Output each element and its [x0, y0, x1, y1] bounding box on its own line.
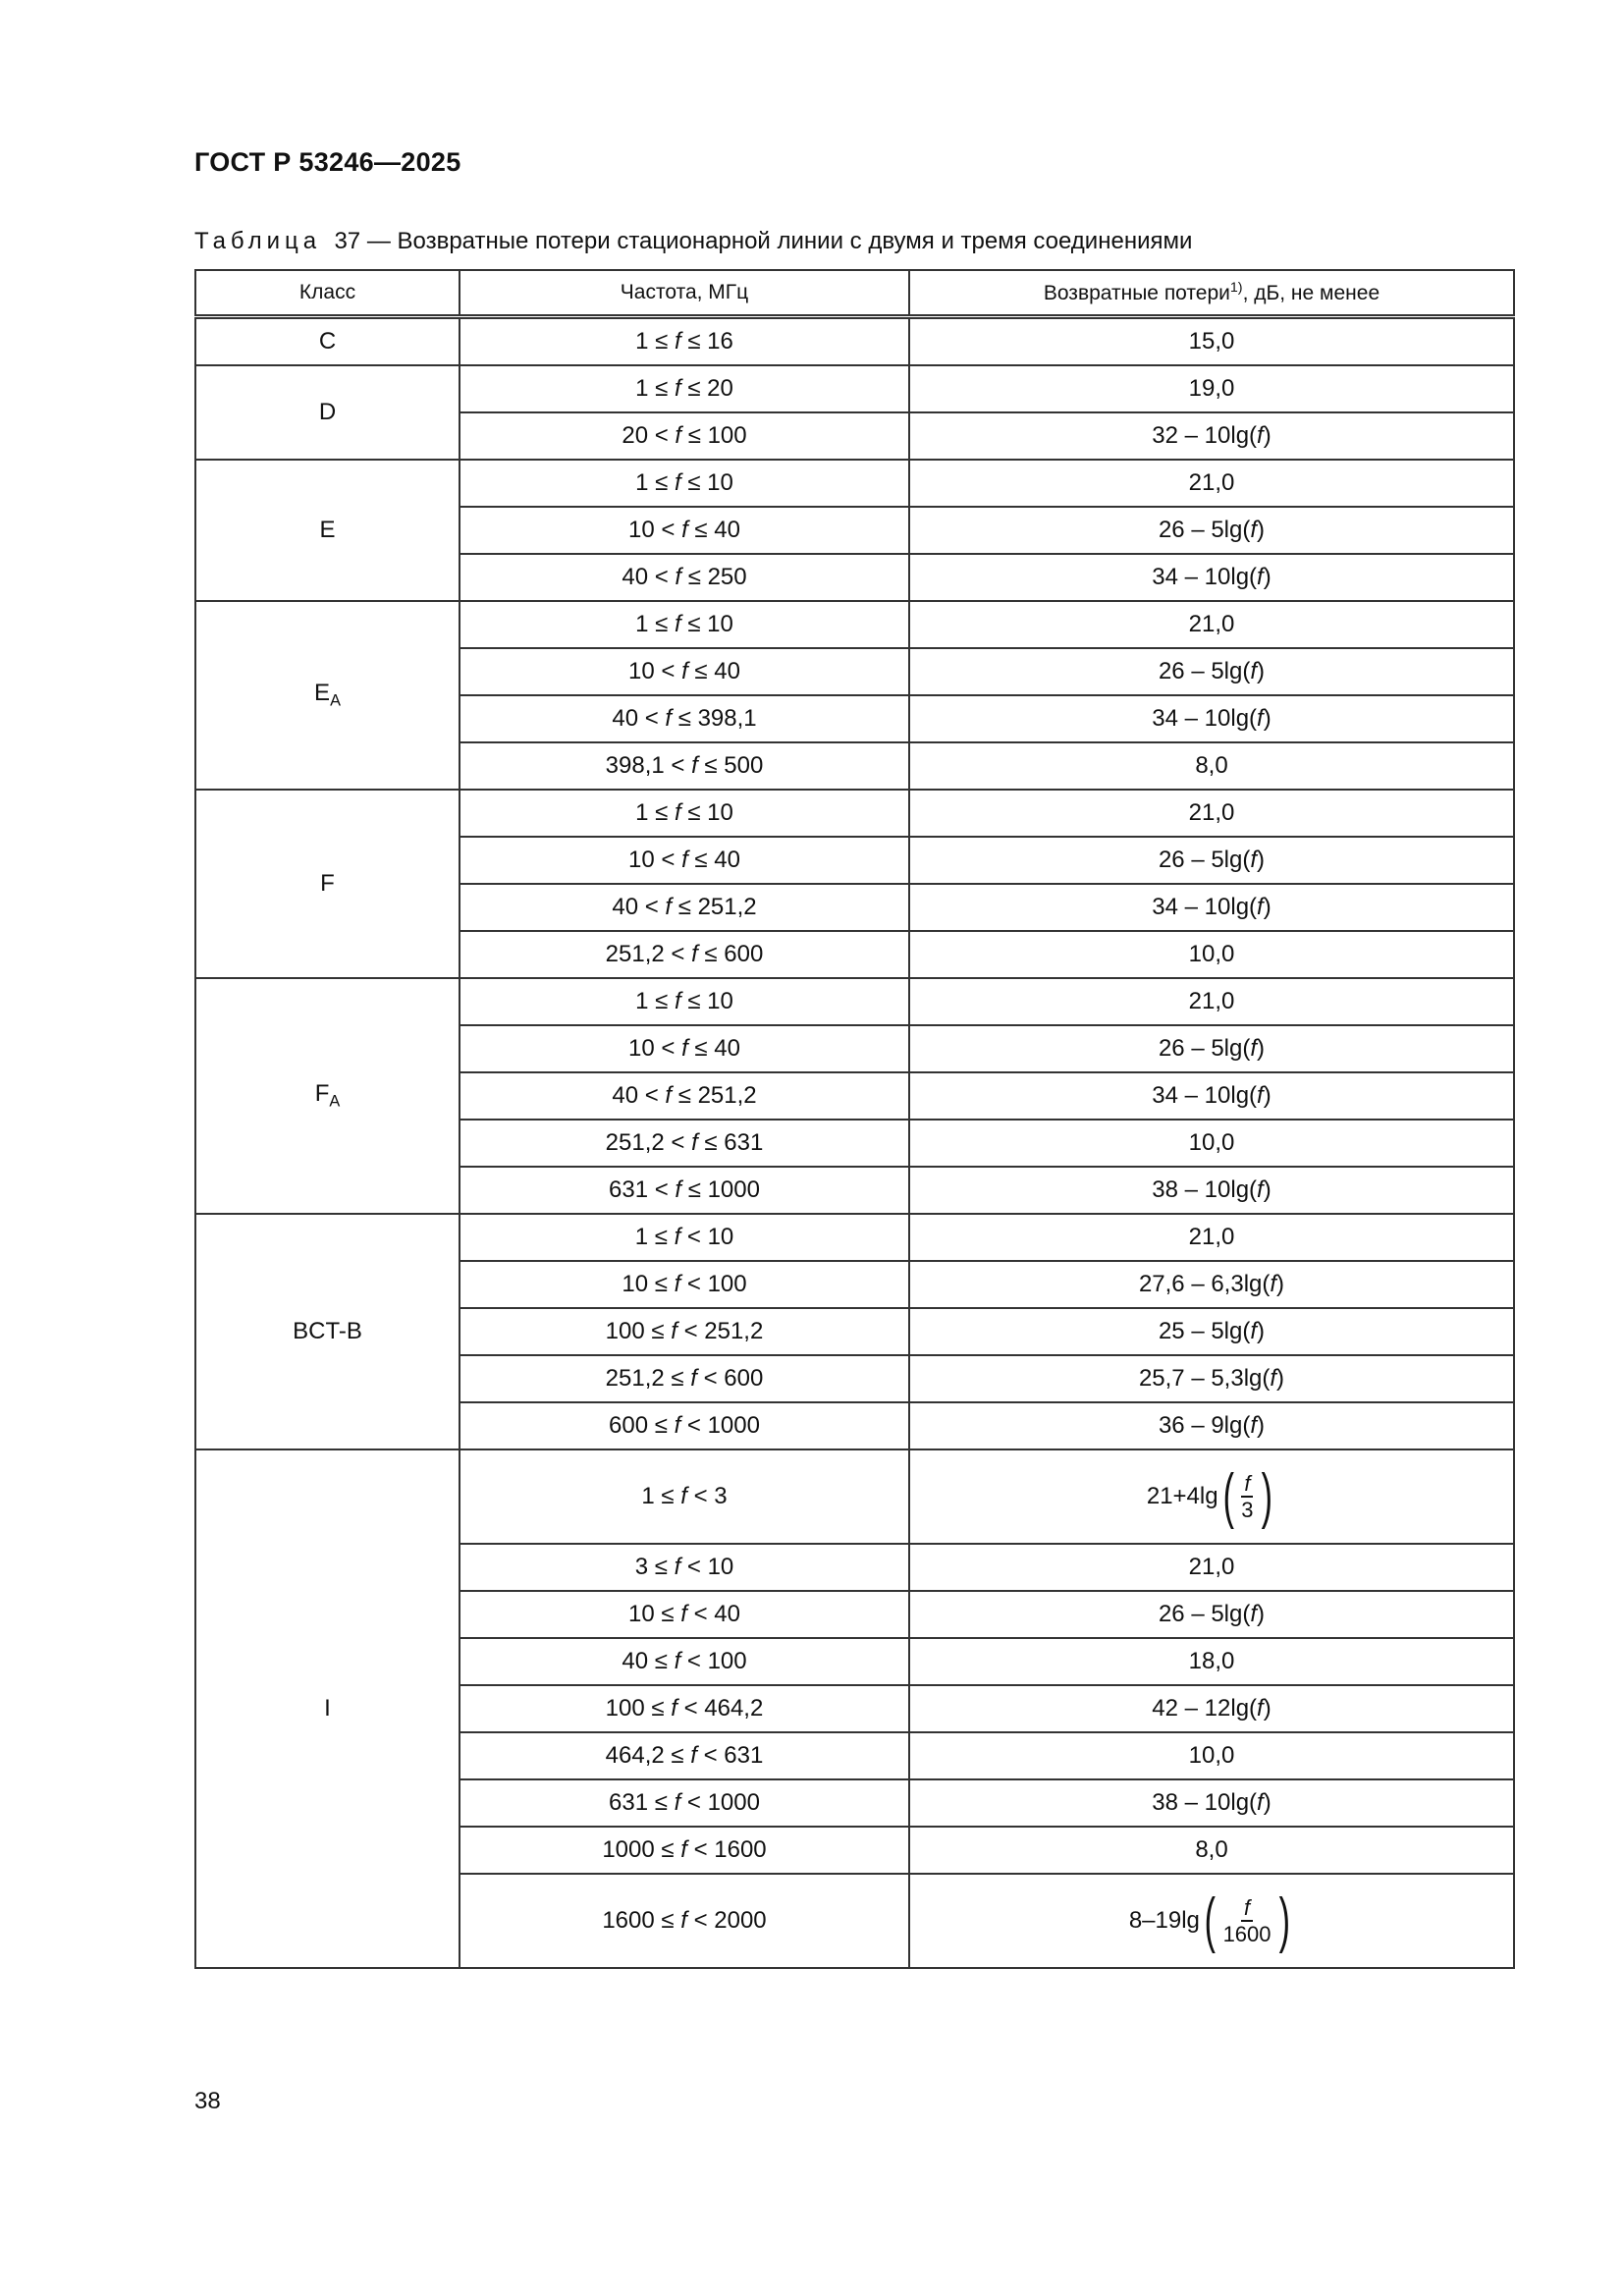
- text-part: 100 ≤: [605, 1695, 672, 1722]
- text-part: ≤ 10: [680, 988, 733, 1014]
- class-label: BCT-B: [293, 1318, 362, 1344]
- text-part: < 100: [680, 1271, 747, 1297]
- table-caption: [194, 228, 1192, 255]
- text-part: < 600: [696, 1365, 764, 1392]
- frequency-cell: [460, 1874, 909, 1968]
- text-part: ≤ 251,2: [672, 1082, 757, 1109]
- text-part: ≤ 40: [687, 517, 740, 543]
- text-part: 1 ≤: [635, 375, 675, 402]
- return-loss-cell: [909, 884, 1514, 931]
- variable-f: f: [690, 1742, 697, 1769]
- variable-f: f: [1250, 847, 1258, 873]
- text-part: 26 – 5lg(: [1158, 1601, 1251, 1627]
- text-part: 1 ≤: [635, 799, 675, 826]
- class-label: E: [319, 517, 336, 543]
- frequency-cell: [460, 1685, 909, 1732]
- return-loss-cell: [909, 317, 1514, 366]
- variable-f: f: [674, 469, 681, 496]
- return-loss-cell: [909, 1355, 1514, 1402]
- return-loss-cell: [909, 695, 1514, 742]
- text-part: 1 ≤: [635, 988, 675, 1014]
- text-part: 26 – 5lg(: [1158, 1035, 1251, 1062]
- variable-f: f: [681, 517, 688, 543]
- text-part: < 464,2: [676, 1695, 764, 1722]
- text-part: 10 ≤: [622, 1271, 675, 1297]
- return-loss-cell: [909, 1072, 1514, 1120]
- variable-f: f: [1257, 894, 1264, 920]
- text-part: 21,0: [1188, 988, 1235, 1014]
- return-loss-cell: [909, 742, 1514, 790]
- text-part: 1 ≤: [634, 1224, 675, 1250]
- return-loss-cell: [909, 1544, 1514, 1591]
- text-part: ): [1263, 564, 1271, 590]
- variable-f: f: [674, 328, 681, 355]
- return-loss-cell: [909, 1685, 1514, 1732]
- variable-f: f: [1250, 517, 1258, 543]
- class-subscript: A: [330, 691, 341, 710]
- text-part: ): [1263, 1789, 1271, 1816]
- frequency-cell: [460, 884, 909, 931]
- variable-f: f: [1270, 1271, 1277, 1297]
- text-part: 1 ≤: [635, 328, 675, 355]
- fraction-denominator: 3: [1241, 1498, 1254, 1522]
- text-part: 1000 ≤: [602, 1836, 681, 1863]
- text-part: 42 – 12lg(: [1152, 1695, 1258, 1722]
- return-loss-cell: [909, 1308, 1514, 1355]
- variable-f: f: [1250, 1318, 1258, 1344]
- return-loss-cell: [909, 978, 1514, 1025]
- text-part: 40 <: [612, 894, 666, 920]
- frequency-cell: [460, 317, 909, 366]
- text-part: ≤ 250: [681, 564, 747, 590]
- variable-f: f: [681, 847, 688, 873]
- text-part: 36 – 9lg(: [1158, 1412, 1251, 1439]
- frequency-cell: [460, 1591, 909, 1638]
- class-cell: [195, 1214, 460, 1449]
- text-part: ≤ 251,2: [672, 894, 757, 920]
- frequency-cell: [460, 507, 909, 554]
- frequency-cell: [460, 601, 909, 648]
- class-cell: [195, 601, 460, 790]
- text-part: 1600 ≤: [602, 1907, 681, 1934]
- return-loss-cell: [909, 790, 1514, 837]
- text-part: ≤ 40: [687, 658, 740, 684]
- table-caption-label: Таблица: [194, 228, 322, 254]
- text-part: < 40: [686, 1601, 740, 1627]
- frequency-cell: [460, 1779, 909, 1827]
- frequency-cell: [460, 1072, 909, 1120]
- text-part: ): [1257, 1601, 1266, 1627]
- text-part: 100 ≤: [605, 1318, 672, 1344]
- text-part: 10 <: [628, 1035, 682, 1062]
- text-part: 251,2 ≤: [605, 1365, 691, 1392]
- variable-f: f: [674, 1554, 681, 1580]
- variable-f: f: [674, 988, 681, 1014]
- text-part: 8,0: [1195, 1836, 1228, 1863]
- text-part: < 10: [680, 1224, 734, 1250]
- table-row: [195, 365, 1514, 412]
- return-loss-cell: [909, 1167, 1514, 1214]
- text-part: 1 ≤: [635, 469, 675, 496]
- fraction-numerator: f: [1241, 1895, 1253, 1922]
- variable-f: f: [674, 1648, 681, 1674]
- variable-f: f: [1257, 422, 1264, 449]
- text-part: < 631: [696, 1742, 764, 1769]
- frequency-cell: [460, 1308, 909, 1355]
- frequency-cell: [460, 1355, 909, 1402]
- text-part: ): [1263, 1082, 1271, 1109]
- text-part: 20 <: [622, 422, 676, 449]
- return-loss-cell: [909, 365, 1514, 412]
- text-part: 600 ≤: [609, 1412, 675, 1439]
- variable-f: f: [665, 705, 673, 732]
- fraction-denominator: 1600: [1222, 1922, 1271, 1946]
- variable-f: f: [1250, 1601, 1258, 1627]
- variable-f: f: [1270, 1365, 1277, 1392]
- frequency-cell: [460, 365, 909, 412]
- frequency-cell: [460, 1827, 909, 1874]
- text-part: ): [1276, 1365, 1285, 1392]
- variable-f: f: [680, 1836, 687, 1863]
- table-row: [195, 460, 1514, 507]
- class-label: F: [320, 870, 335, 897]
- text-part: 26 – 5lg(: [1158, 517, 1251, 543]
- table-header-row: [195, 270, 1514, 317]
- text-part: ): [1263, 1176, 1271, 1203]
- text-part: ): [1257, 517, 1266, 543]
- text-part: 1 ≤: [641, 1483, 681, 1509]
- header-return-loss-text: Возвратные потери: [1043, 281, 1230, 304]
- variable-f: f: [674, 611, 681, 637]
- right-paren-glyph: ): [1261, 1462, 1272, 1530]
- text-part: 34 – 10lg(: [1152, 894, 1258, 920]
- text-part: ≤ 40: [687, 1035, 740, 1062]
- frequency-cell: [460, 1638, 909, 1685]
- variable-f: f: [1257, 1176, 1264, 1203]
- variable-f: f: [675, 1176, 682, 1203]
- text-part: ): [1257, 1318, 1266, 1344]
- return-loss-cell: [909, 460, 1514, 507]
- frequency-cell: [460, 1214, 909, 1261]
- text-part: 18,0: [1188, 1648, 1235, 1674]
- text-part: 251,2 <: [605, 941, 692, 967]
- variable-f: f: [1257, 564, 1264, 590]
- text-part: 1 ≤: [635, 611, 675, 637]
- class-label: F: [314, 1080, 330, 1108]
- variable-f: f: [674, 1412, 681, 1439]
- return-loss-cell: [909, 1827, 1514, 1874]
- fraction-numerator: f: [1241, 1471, 1253, 1498]
- text-part: ≤ 631: [697, 1129, 764, 1156]
- text-part: 21,0: [1188, 469, 1235, 496]
- text-part: 21,0: [1188, 1554, 1235, 1580]
- header-footnote-mark: 1): [1229, 280, 1243, 297]
- frequency-cell: [460, 695, 909, 742]
- return-loss-cell: [909, 931, 1514, 978]
- return-loss-cell: [909, 1261, 1514, 1308]
- text-part: 40 <: [612, 705, 666, 732]
- text-part: 34 – 10lg(: [1152, 705, 1258, 732]
- text-part: 631 ≤: [609, 1789, 675, 1816]
- text-part: 38 – 10lg(: [1152, 1176, 1258, 1203]
- table-row: [195, 1214, 1514, 1261]
- fraction-formula: [1128, 1886, 1294, 1954]
- frequency-cell: [460, 931, 909, 978]
- page-number: 38: [194, 2088, 221, 2114]
- left-paren-glyph: (: [1204, 1886, 1216, 1954]
- variable-f: f: [674, 1271, 681, 1297]
- variable-f: f: [674, 799, 681, 826]
- frequency-cell: [460, 460, 909, 507]
- return-loss-cell: [909, 1732, 1514, 1779]
- variable-f: f: [675, 422, 682, 449]
- text-part: < 1000: [680, 1789, 760, 1816]
- text-part: 15,0: [1188, 328, 1235, 355]
- document-code: ГОСТ Р 53246—2025: [194, 147, 461, 177]
- text-part: 26 – 5lg(: [1158, 847, 1251, 873]
- return-loss-cell: [909, 837, 1514, 884]
- class-cell: [195, 317, 460, 366]
- text-part: 26 – 5lg(: [1158, 658, 1251, 684]
- class-label: D: [318, 399, 337, 425]
- text-part: 19,0: [1188, 375, 1235, 402]
- class-cell: [195, 460, 460, 601]
- variable-f: f: [1250, 1412, 1258, 1439]
- text-part: 10 ≤: [628, 1601, 681, 1627]
- text-part: ): [1276, 1271, 1285, 1297]
- return-loss-cell: [909, 412, 1514, 460]
- class-cell: [195, 365, 460, 460]
- frequency-cell: [460, 1167, 909, 1214]
- text-part: ≤ 500: [697, 752, 764, 779]
- text-part: 38 – 10lg(: [1152, 1789, 1258, 1816]
- text-part: 40 <: [612, 1082, 666, 1109]
- frequency-cell: [460, 790, 909, 837]
- variable-f: f: [1257, 1695, 1264, 1722]
- frequency-cell: [460, 978, 909, 1025]
- variable-f: f: [674, 375, 681, 402]
- table-row: [195, 1449, 1514, 1544]
- text-part: 631 <: [609, 1176, 676, 1203]
- text-part: 34 – 10lg(: [1152, 564, 1258, 590]
- text-part: < 251,2: [676, 1318, 764, 1344]
- left-paren-glyph: (: [1222, 1462, 1234, 1530]
- class-label: E: [314, 680, 331, 707]
- return-loss-cell: [909, 648, 1514, 695]
- table-body: [195, 317, 1514, 1969]
- fraction-formula: [1146, 1462, 1276, 1530]
- frequency-cell: [460, 554, 909, 601]
- frequency-cell: [460, 742, 909, 790]
- variable-f: f: [1250, 1035, 1258, 1062]
- class-subscript: A: [329, 1092, 341, 1111]
- table-row: [195, 790, 1514, 837]
- text-part: 8,0: [1195, 752, 1228, 779]
- table-row: [195, 317, 1514, 366]
- text-part: < 10: [680, 1554, 734, 1580]
- frequency-cell: [460, 1025, 909, 1072]
- return-loss-cell: [909, 507, 1514, 554]
- text-part: ≤ 100: [681, 422, 747, 449]
- text-part: 21,0: [1188, 611, 1235, 637]
- variable-f: f: [681, 1035, 688, 1062]
- text-part: ≤ 398,1: [672, 705, 757, 732]
- text-part: ): [1257, 1412, 1266, 1439]
- variable-f: f: [665, 1082, 673, 1109]
- class-cell: [195, 1449, 460, 1968]
- text-part: ≤ 40: [687, 847, 740, 873]
- variable-f: f: [691, 941, 698, 967]
- text-part: 27,6 – 6,3lg(: [1138, 1271, 1271, 1297]
- text-part: 251,2 <: [605, 1129, 692, 1156]
- text-part: 10,0: [1188, 1742, 1235, 1769]
- text-part: ≤ 20: [680, 375, 733, 402]
- variable-f: f: [674, 1789, 681, 1816]
- return-loss-cell: [909, 1025, 1514, 1072]
- text-part: ): [1257, 1035, 1266, 1062]
- variable-f: f: [680, 1601, 687, 1627]
- formula-prefix: 21+4lg: [1146, 1483, 1218, 1509]
- text-part: 10 <: [628, 658, 682, 684]
- header-frequency: Частота, МГц: [460, 270, 909, 317]
- variable-f: f: [671, 1318, 677, 1344]
- frequency-cell: [460, 1261, 909, 1308]
- text-part: < 3: [686, 1483, 728, 1509]
- formula-prefix: 8–19lg: [1128, 1907, 1200, 1934]
- text-part: 40 ≤: [622, 1648, 675, 1674]
- text-part: 21,0: [1188, 799, 1235, 826]
- text-part: 32 – 10lg(: [1152, 422, 1258, 449]
- table-caption-text: 37 — Возвратные потери стационарной линии с двумя и тремя соединениями: [334, 228, 1193, 254]
- variable-f: f: [665, 894, 673, 920]
- header-return-loss-suffix: , дБ, не менее: [1242, 281, 1380, 304]
- text-part: 21,0: [1188, 1224, 1235, 1250]
- text-part: ≤ 10: [680, 799, 733, 826]
- header-class: Класс: [195, 270, 460, 317]
- text-part: ≤ 10: [680, 611, 733, 637]
- table-row: [195, 978, 1514, 1025]
- return-loss-cell: [909, 1779, 1514, 1827]
- fraction: [1238, 1471, 1256, 1523]
- class-cell: [195, 790, 460, 978]
- variable-f: f: [681, 658, 688, 684]
- frequency-cell: [460, 1732, 909, 1779]
- text-part: ): [1263, 894, 1271, 920]
- frequency-cell: [460, 1544, 909, 1591]
- return-loss-cell: [909, 1214, 1514, 1261]
- variable-f: f: [1257, 1082, 1264, 1109]
- text-part: 398,1 <: [605, 752, 692, 779]
- return-loss-cell: [909, 601, 1514, 648]
- text-part: 25 – 5lg(: [1158, 1318, 1251, 1344]
- text-part: < 2000: [686, 1907, 767, 1934]
- return-loss-cell: [909, 554, 1514, 601]
- class-label: I: [324, 1695, 331, 1722]
- variable-f: f: [691, 1129, 698, 1156]
- variable-f: f: [691, 752, 698, 779]
- text-part: ): [1263, 422, 1271, 449]
- class-cell: [195, 978, 460, 1214]
- text-part: < 1000: [680, 1412, 760, 1439]
- return-loss-cell: [909, 1449, 1514, 1544]
- variable-f: f: [680, 1483, 687, 1509]
- frequency-cell: [460, 1449, 909, 1544]
- fraction: [1220, 1895, 1274, 1947]
- text-part: ): [1257, 658, 1266, 684]
- return-loss-cell: [909, 1591, 1514, 1638]
- text-part: ): [1257, 847, 1266, 873]
- text-part: 25,7 – 5,3lg(: [1138, 1365, 1271, 1392]
- text-part: 10,0: [1188, 1129, 1235, 1156]
- frequency-cell: [460, 1402, 909, 1449]
- variable-f: f: [1250, 658, 1258, 684]
- variable-f: f: [674, 1224, 681, 1250]
- text-part: ≤ 16: [680, 328, 733, 355]
- text-part: ≤ 600: [697, 941, 764, 967]
- table-row: [195, 601, 1514, 648]
- right-paren-glyph: ): [1278, 1886, 1290, 1954]
- variable-f: f: [671, 1695, 677, 1722]
- text-part: 10,0: [1188, 941, 1235, 967]
- frequency-cell: [460, 1120, 909, 1167]
- text-part: ≤ 10: [680, 469, 733, 496]
- variable-f: f: [690, 1365, 697, 1392]
- text-part: ): [1263, 1695, 1271, 1722]
- text-part: ≤ 1000: [681, 1176, 760, 1203]
- text-part: 34 – 10lg(: [1152, 1082, 1258, 1109]
- return-loss-table: [194, 269, 1515, 1969]
- text-part: ): [1263, 705, 1271, 732]
- return-loss-cell: [909, 1120, 1514, 1167]
- text-part: < 100: [680, 1648, 747, 1674]
- class-label: C: [318, 328, 337, 355]
- text-part: 10 <: [628, 847, 682, 873]
- text-part: 464,2 ≤: [605, 1742, 691, 1769]
- variable-f: f: [680, 1907, 687, 1934]
- text-part: < 1600: [686, 1836, 767, 1863]
- variable-f: f: [1257, 705, 1264, 732]
- return-loss-cell: [909, 1874, 1514, 1968]
- frequency-cell: [460, 837, 909, 884]
- return-loss-cell: [909, 1638, 1514, 1685]
- variable-f: f: [675, 564, 682, 590]
- frequency-cell: [460, 412, 909, 460]
- text-part: 40 <: [622, 564, 676, 590]
- header-return-loss: [909, 270, 1514, 317]
- frequency-cell: [460, 648, 909, 695]
- variable-f: f: [1257, 1789, 1264, 1816]
- text-part: 3 ≤: [634, 1554, 675, 1580]
- text-part: 10 <: [628, 517, 682, 543]
- return-loss-cell: [909, 1402, 1514, 1449]
